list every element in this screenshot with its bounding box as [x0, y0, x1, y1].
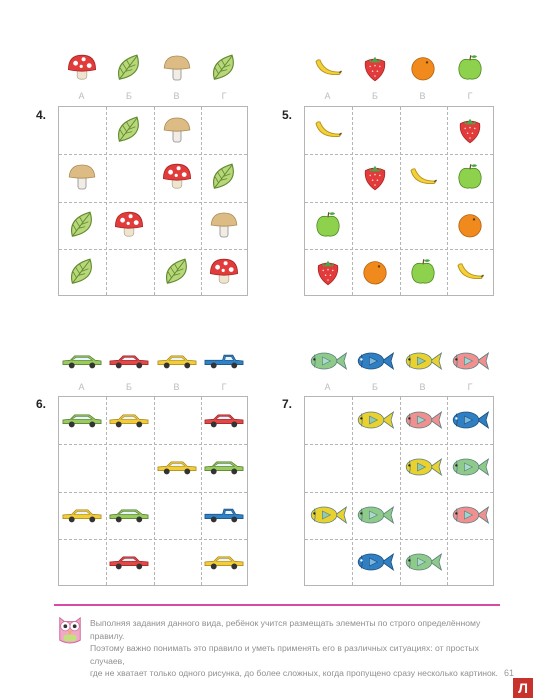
grid-divider-vertical: [447, 397, 448, 585]
column-letter: А: [324, 91, 331, 101]
column-letter: Г: [221, 91, 227, 101]
leaf-icon: [208, 161, 240, 193]
apple-icon: [454, 52, 486, 84]
fish-blue-icon: [355, 550, 395, 574]
fish-green-icon: [308, 349, 348, 373]
grid-divider-horizontal: [59, 539, 247, 540]
puzzle-4-number: 4.: [36, 108, 47, 122]
puzzle-6-grid: [58, 396, 248, 586]
fish-pink-icon: [450, 503, 490, 527]
fish-yellow-icon: [355, 408, 395, 432]
banana-icon: [454, 256, 486, 288]
car-green-icon: [60, 352, 104, 370]
grid-divider-horizontal: [59, 492, 247, 493]
fish-yellow-icon: [403, 349, 443, 373]
strawberry-icon: [312, 256, 344, 288]
car-yellow-icon: [60, 506, 104, 524]
puzzle-4-grid: [58, 106, 248, 296]
puzzle-5-grid: [304, 106, 494, 296]
puzzle-7-grid: [304, 396, 494, 586]
grid-divider-horizontal: [305, 539, 493, 540]
grid-divider-vertical: [201, 107, 202, 295]
column-letter: Г: [467, 382, 473, 392]
owl-icon: [56, 612, 84, 646]
banana-icon: [312, 114, 344, 146]
column-letter: А: [78, 382, 85, 392]
fish-pink-icon: [450, 349, 490, 373]
fish-blue-icon: [450, 408, 490, 432]
grid-divider-horizontal: [59, 249, 247, 250]
car-red-icon: [107, 352, 151, 370]
puzzle-6-number: 6.: [36, 397, 47, 411]
leaf-icon: [66, 209, 98, 241]
car-red-icon: [202, 411, 246, 429]
mushroom-tan-icon: [208, 209, 240, 241]
grid-divider-horizontal: [305, 492, 493, 493]
column-letter: В: [173, 91, 180, 101]
apple-icon: [454, 161, 486, 193]
fish-blue-icon: [355, 349, 395, 373]
column-letter: Г: [467, 91, 473, 101]
fish-green-icon: [355, 503, 395, 527]
fish-green-icon: [450, 455, 490, 479]
fish-green-icon: [403, 550, 443, 574]
orange-icon: [454, 209, 486, 241]
leaf-icon: [66, 256, 98, 288]
strawberry-icon: [454, 114, 486, 146]
grid-divider-horizontal: [59, 202, 247, 203]
column-letter: Г: [221, 382, 227, 392]
strawberry-icon: [359, 161, 391, 193]
mushroom-tan-icon: [161, 114, 193, 146]
car-green-icon: [60, 411, 104, 429]
banana-icon: [407, 161, 439, 193]
parent-note-line-1: Выполняя задания данного вида, ребёнок учится размещать элементы по строго определённому правилу.: [90, 618, 481, 641]
strawberry-icon: [359, 52, 391, 84]
apple-icon: [312, 209, 344, 241]
car-green-icon: [202, 458, 246, 476]
parent-note-line-3: где не хватает только одного рисунка, до более сложных, когда пропущено сразу несколько картинок.: [90, 668, 498, 678]
leaf-icon: [208, 52, 240, 84]
car-yellow-icon: [202, 553, 246, 571]
puzzle-5-number: 5.: [282, 108, 293, 122]
puzzle-7-number: 7.: [282, 397, 293, 411]
car-yellow-icon: [107, 411, 151, 429]
leaf-icon: [113, 52, 145, 84]
parent-note: [90, 617, 510, 680]
fish-pink-icon: [403, 408, 443, 432]
section-divider: [54, 604, 500, 606]
truck-blue-icon: [202, 352, 246, 370]
banana-icon: [312, 52, 344, 84]
car-green-icon: [107, 506, 151, 524]
grid-divider-vertical: [447, 107, 448, 295]
fish-yellow-icon: [308, 503, 348, 527]
column-letter: Б: [372, 91, 378, 101]
column-letter: В: [173, 382, 180, 392]
column-letter: В: [419, 91, 426, 101]
column-letter: А: [78, 91, 85, 101]
mushroom-red-icon: [113, 209, 145, 241]
column-letter: Б: [126, 382, 132, 392]
apple-icon: [407, 256, 439, 288]
column-letter: Б: [372, 382, 378, 392]
column-letter: В: [419, 382, 426, 392]
parent-note-line-2: Поэтому важно понимать это правило и уметь применять его в различных ситуациях: от простых случаев,: [90, 643, 479, 666]
car-yellow-icon: [155, 352, 199, 370]
mushroom-red-icon: [161, 161, 193, 193]
fish-yellow-icon: [403, 455, 443, 479]
truck-blue-icon: [202, 506, 246, 524]
grid-divider-horizontal: [305, 249, 493, 250]
mushroom-tan-icon: [66, 161, 98, 193]
mushroom-red-icon: [66, 52, 98, 84]
publisher-logo: Л: [513, 678, 533, 698]
leaf-icon: [161, 256, 193, 288]
column-letter: Б: [126, 91, 132, 101]
grid-divider-horizontal: [305, 202, 493, 203]
car-yellow-icon: [155, 458, 199, 476]
mushroom-red-icon: [208, 256, 240, 288]
orange-icon: [407, 52, 439, 84]
page-number: 61: [503, 668, 514, 678]
leaf-icon: [113, 114, 145, 146]
column-letter: А: [324, 382, 331, 392]
mushroom-tan-icon: [161, 52, 193, 84]
orange-icon: [359, 256, 391, 288]
car-red-icon: [107, 553, 151, 571]
